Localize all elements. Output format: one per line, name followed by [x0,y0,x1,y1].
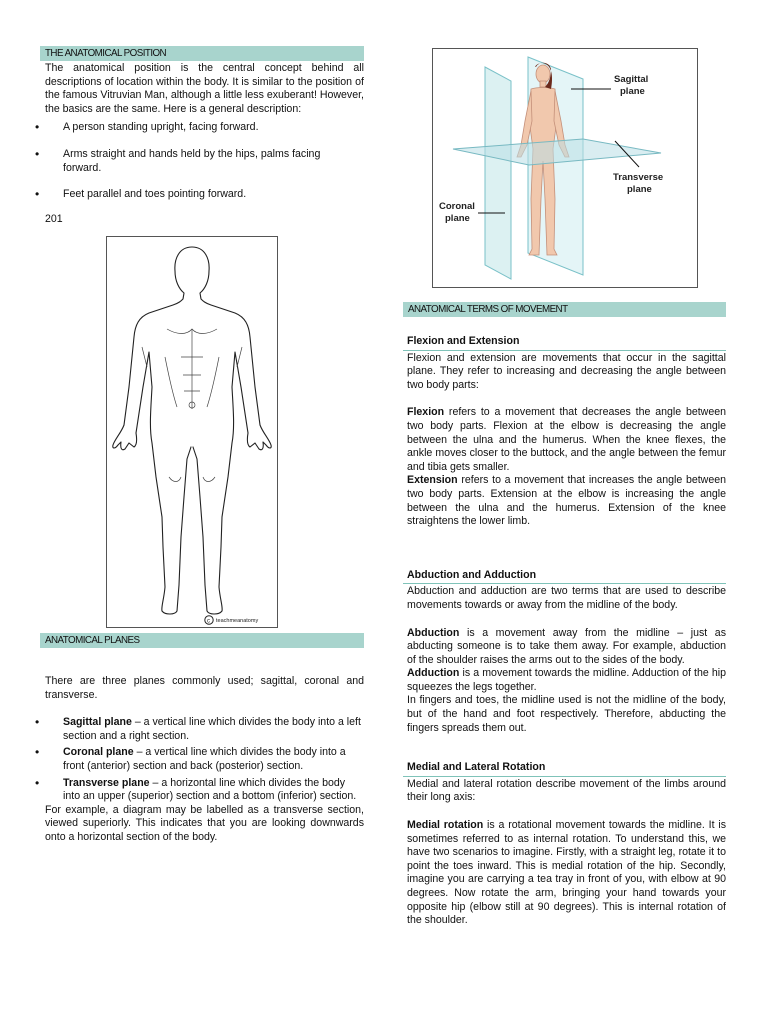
rotation-intro: Medial and lateral rotation describe movement of the limbs around their long axis: [407,777,726,804]
section-heading-anatomical-planes: ANATOMICAL PLANES [40,633,364,648]
adduction-paragraph: Adduction is a movement towards the midline. Adduction of the hip squeezes the legs together. [407,667,726,693]
plane-item-coronal: • Coronal plane – a vertical line which divides the body into a front (anterior) section and back (posterior) section. [40,746,364,773]
body-planes-illustration [433,49,697,287]
fingers-paragraph: In fingers and toes, the midline used is not the midline of the body, but of the hand and foot respectively. Therefore, abducting the fingers spreads them out. [407,694,726,734]
flexion-paragraph: Flexion refers to a movement that decreases the angle between two body parts. Flexion at the elbow is decreasing the angle between the ulna and the humerus. When the knee flexes, the ankle moves closer to the buttock, and the angle between the femur and tibia gets smaller. [407,406,726,473]
coronal-plane-shape [485,67,511,279]
page-number: 201 [45,212,63,225]
section-heading-anatomical-position: THE ANATOMICAL POSITION [40,46,364,61]
abduction-adduction-intro: Abduction and adduction are two terms that are used to describe movements towards or away from the midline of the body. [407,585,726,611]
anatomical-position-figure [106,236,278,628]
position-bullet-3: • Feet parallel and toes pointing forward. [40,188,364,202]
rotation-title: Medial and Lateral Rotation [403,761,726,777]
flexion-extension-title: Flexion and Extension [403,335,726,351]
movement-section [403,302,726,928]
anatomical-position-section [40,46,364,226]
abduction-adduction-title: Abduction and Adduction [403,569,726,585]
sagittal-plane-label: Sagittal plane [614,74,649,97]
planes-intro: There are three planes commonly used; sagittal, coronal and transverse. [45,675,364,701]
svg-text:c: c [207,618,210,625]
extension-paragraph: Extension refers to a movement that increases the angle between two body parts. Extension at the elbow is increasing the angle between the ulna and the humerus. Extension of the knee straightens the lower limb. [407,474,726,528]
body-outline-illustration [107,237,277,627]
anatomical-position-intro: The anatomical position is the central concept behind all descriptions of location within the body. It is similar to the position of the famous Vitruvian Man, although a little less exuberant! However, the basics are the same. Here is a general description: [45,62,364,115]
planes-example: For example, a diagram may be labelled as a transverse section, viewed superiorly. This indicates that you are looking downwards onto a horizontal section of the body. [45,803,364,843]
abduction-paragraph: Abduction is a movement away from the midline – just as abducting someone is to take them away. For example, abduction of the shoulder raises the arms out to the sides of the body. [407,626,726,666]
section-heading-terms-of-movement: ANATOMICAL TERMS OF MOVEMENT [403,302,726,317]
plane-item-transverse: • Transverse plane – a horizontal line which divides the body into an upper (superior) section and a bottom (inferior) section. [40,777,364,804]
transverse-plane-shape [453,139,661,165]
coronal-plane-label: Coronal plane [439,201,475,224]
position-bullet-2: • Arms straight and hands held by the hips, palms facing forward. [40,148,353,175]
body-planes-figure [432,48,698,288]
plane-item-sagittal: • Sagittal plane – a vertical line which divides the body into a left section and a right section. [40,716,364,743]
medial-rotation-paragraph: Medial rotation is a rotational movement towards the midline. It is sometimes referred to as internal rotation. To understand this, we have two scenarios to imagine. Firstly, with a straight leg, rotate it to point the toes inward. This is medial rotation of the hip. Secondly, imagine you are carrying a tea tray in front of you, with elbow at 90 degrees. Now rotate the arm, bringing your hand towards your opposite hip (elbow still at 90 degrees). This is internal rotation of the shoulder. [407,819,726,927]
flexion-extension-intro: Flexion and extension are movements that occur in the sagittal plane. They refer to increasing and decreasing the angle between two body parts: [407,351,726,391]
position-bullet-1: • A person standing upright, facing forward. [40,121,364,135]
transverse-plane-label: Transverse plane [613,172,664,195]
figure-credit: teachmeanatomy [216,618,259,624]
anatomical-planes-section [40,633,364,845]
